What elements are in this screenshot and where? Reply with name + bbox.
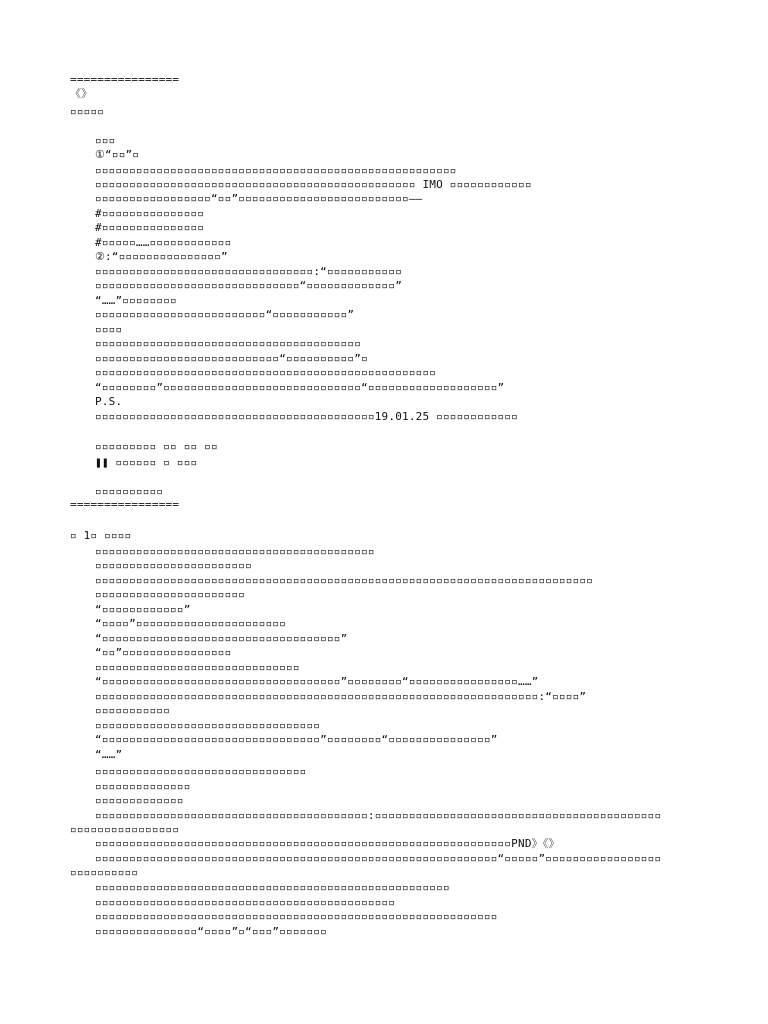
pause-icon-line: ❚❚ ▫▫▫▫▫▫ ▫ ▫▫▫ <box>95 456 198 469</box>
chapter-heading: ▫ 1▫ ▫▫▫▫ <box>70 529 132 542</box>
book-title-brackets: 《》 <box>70 87 93 100</box>
text-line: ▫▫▫▫▫▫▫▫▫▫▫▫▫▫▫▫▫▫▫▫▫▫▫▫▫▫▫▫▫▫▫▫▫▫▫▫▫▫▫▫▫▫▫▫▫▫▫▫▫▫▫▫▫▫▫▫▫▫▫ <box>95 910 498 923</box>
text-line: “▫▫▫▫▫▫▫▫”▫▫▫▫▫▫▫▫▫▫▫▫▫▫▫▫▫▫▫▫▫▫▫▫▫▫▫▫▫“▫▫▫▫▫▫▫▫▫▫▫▫▫▫▫▫▫▫▫” <box>95 381 505 394</box>
text-line: ▫▫▫▫▫▫▫▫▫▫▫▫▫▫▫▫▫▫▫▫▫▫▫▫▫▫▫▫▫▫▫ <box>95 765 307 778</box>
text-line: ▫▫▫▫▫▫▫▫▫▫▫▫▫▫▫▫▫▫▫▫▫▫▫▫▫▫▫▫▫▫▫▫▫▫▫▫▫▫▫▫▫19.01.25 ▫▫▫▫▫▫▫▫▫▫▫▫ <box>95 410 518 423</box>
text-line: ▫▫▫▫▫▫▫▫▫▫▫▫▫▫▫▫▫“▫▫”▫▫▫▫▫▫▫▫▫▫▫▫▫▫▫▫▫▫▫▫▫▫▫▫▫—— <box>95 192 423 205</box>
text-line: ▫▫▫▫ <box>95 323 123 336</box>
text-line: ▫▫▫▫▫▫▫▫▫▫▫▫▫▫▫▫▫▫▫▫▫▫▫▫▫▫▫“▫▫▫▫▫▫▫▫▫▫”▫ <box>95 352 368 365</box>
text-line: ▫▫▫▫▫▫▫▫▫ ▫▫ ▫▫ ▫▫ <box>95 440 218 453</box>
text-line: ▫▫▫▫▫▫▫▫▫▫▫▫▫▫▫▫▫▫▫▫▫▫▫▫▫▫▫▫▫▫ <box>95 661 300 674</box>
text-line: ②:“▫▫▫▫▫▫▫▫▫▫▫▫▫▫▫” <box>95 250 228 263</box>
text-line: ▫▫▫▫▫▫▫▫▫▫▫▫▫▫▫▫▫▫▫▫▫▫▫ <box>95 559 252 572</box>
text-line: ▫▫▫▫▫▫▫▫▫▫▫▫▫▫▫▫▫▫▫▫▫▫▫▫▫▫▫▫▫▫▫▫▫▫▫▫▫▫▫▫▫▫▫▫▫▫▫▫▫▫▫▫▫▫▫▫▫▫▫▫▫▫▫▫▫▫▫▫▫▫▫▫▫ <box>95 574 594 587</box>
text-line: #▫▫▫▫▫▫▫▫▫▫▫▫▫▫▫ <box>95 207 205 220</box>
text-line: ▫▫▫▫▫▫▫▫▫▫▫▫▫▫▫▫▫▫▫▫▫▫▫▫▫▫▫▫▫▫▫▫▫▫▫▫▫▫▫▫▫▫▫▫▫▫▫ IMO ▫▫▫▫▫▫▫▫▫▫▫▫ <box>95 178 532 191</box>
separator-line: ================ <box>70 73 180 86</box>
text-line: ▫▫▫▫▫▫▫▫▫▫▫▫▫▫▫▫▫▫▫▫▫▫▫▫▫▫▫▫▫▫▫▫▫▫▫▫▫▫▫▫▫▫▫▫ <box>95 896 396 909</box>
text-line: ▫▫▫▫▫▫▫▫▫▫▫▫▫ <box>95 794 184 807</box>
text-line: “▫▫▫▫”▫▫▫▫▫▫▫▫▫▫▫▫▫▫▫▫▫▫▫▫▫▫ <box>95 617 287 630</box>
text-line: ▫▫▫▫▫▫▫▫▫▫▫ <box>95 704 171 717</box>
text-line: “……”▫▫▫▫▫▫▫▫ <box>95 294 177 307</box>
text-line: ▫▫▫▫▫▫▫▫▫▫▫▫▫▫▫▫▫▫▫▫▫▫▫▫▫▫▫▫▫▫▫▫▫▫▫▫▫▫▫▫:▫▫▫▫▫▫▫▫▫▫▫▫▫▫▫▫▫▫▫▫▫▫▫▫▫▫▫▫▫▫▫▫▫▫▫▫▫▫▫▫▫▫ <box>95 809 662 822</box>
text-line: ▫▫▫▫▫ <box>70 105 105 118</box>
text-line: ▫▫▫▫▫▫▫▫▫▫▫▫▫▫▫▫▫▫▫▫▫▫▫▫▫▫▫▫▫▫▫▫:“▫▫▫▫▫▫▫▫▫▫▫ <box>95 265 403 278</box>
text-line: “▫▫▫▫▫▫▫▫▫▫▫▫▫▫▫▫▫▫▫▫▫▫▫▫▫▫▫▫▫▫▫▫▫▫▫” <box>95 632 348 645</box>
text-line: #▫▫▫▫▫……▫▫▫▫▫▫▫▫▫▫▫▫ <box>95 236 232 249</box>
text-line: ▫▫▫▫▫▫▫▫▫▫▫▫▫▫▫▫▫▫▫▫▫▫▫▫▫▫▫▫▫▫▫▫▫▫▫▫▫▫▫ <box>95 337 362 350</box>
text-line: ▫▫▫▫▫▫▫▫▫▫ <box>70 866 139 879</box>
text-line: ▫▫▫▫▫▫▫▫▫▫▫▫▫▫▫▫▫▫▫▫▫▫▫▫▫▫▫▫▫▫▫▫▫▫▫▫▫▫▫▫▫▫▫▫▫▫▫▫▫▫▫▫▫ <box>95 164 457 177</box>
text-line: ▫▫▫▫▫▫▫▫▫▫ <box>95 485 164 498</box>
text-line: “▫▫▫▫▫▫▫▫▫▫▫▫▫▫▫▫▫▫▫▫▫▫▫▫▫▫▫▫▫▫▫▫”▫▫▫▫▫▫▫▫“▫▫▫▫▫▫▫▫▫▫▫▫▫▫▫” <box>95 733 498 746</box>
postscript-label: P.S. <box>95 395 123 408</box>
text-line: ▫▫▫▫▫▫▫▫▫▫▫▫▫▫▫▫ <box>70 823 180 836</box>
text-line: ▫▫▫▫▫▫▫▫▫▫▫▫▫▫▫“▫▫▫▫”▫“▫▫▫”▫▫▫▫▫▫▫ <box>95 925 327 938</box>
text-line: ▫▫▫▫▫▫▫▫▫▫▫▫▫▫▫▫▫▫▫▫▫▫▫▫▫▫▫▫▫▫▫▫▫ <box>95 719 321 732</box>
text-line: “▫▫”▫▫▫▫▫▫▫▫▫▫▫▫▫▫▫▫ <box>95 646 232 659</box>
text-line: “▫▫▫▫▫▫▫▫▫▫▫▫▫▫▫▫▫▫▫▫▫▫▫▫▫▫▫▫▫▫▫▫▫▫▫”▫▫▫▫▫▫▫▫“▫▫▫▫▫▫▫▫▫▫▫▫▫▫▫▫……” <box>95 675 539 688</box>
text-line: “……” <box>95 748 123 761</box>
text-line: ▫▫▫▫▫▫▫▫▫▫▫▫▫▫▫▫▫▫▫▫▫▫▫▫▫▫▫▫▫▫“▫▫▫▫▫▫▫▫▫▫▫▫▫” <box>95 279 403 292</box>
text-line: ▫▫▫▫▫▫▫▫▫▫▫▫▫▫▫▫▫▫▫▫▫▫▫▫▫▫▫▫▫▫▫▫▫▫▫▫▫▫▫▫▫▫▫▫▫▫▫▫▫▫▫▫▫▫▫▫▫▫▫▫▫PND》《》 <box>95 837 560 850</box>
text-line: #▫▫▫▫▫▫▫▫▫▫▫▫▫▫▫ <box>95 221 205 234</box>
text-line: ▫▫▫ <box>95 134 116 147</box>
text-line: ▫▫▫▫▫▫▫▫▫▫▫▫▫▫▫▫▫▫▫▫▫▫▫▫▫▫▫▫▫▫▫▫▫▫▫▫▫▫▫▫▫ <box>95 545 375 558</box>
text-line: “▫▫▫▫▫▫▫▫▫▫▫▫” <box>95 603 191 616</box>
text-line: ▫▫▫▫▫▫▫▫▫▫▫▫▫▫▫▫▫▫▫▫▫▫▫▫▫▫▫▫▫▫▫▫▫▫▫▫▫▫▫▫▫▫▫▫▫▫▫▫▫▫ <box>95 366 437 379</box>
text-line: ▫▫▫▫▫▫▫▫▫▫▫▫▫▫▫▫▫▫▫▫▫▫▫▫▫“▫▫▫▫▫▫▫▫▫▫▫” <box>95 308 355 321</box>
text-line: ▫▫▫▫▫▫▫▫▫▫▫▫▫▫▫▫▫▫▫▫▫▫▫▫▫▫▫▫▫▫▫▫▫▫▫▫▫▫▫▫▫▫▫▫▫▫▫▫▫▫▫▫▫▫▫▫▫▫▫▫▫▫▫▫▫:“▫▫▫▫” <box>95 690 587 703</box>
text-line: ①“▫▫”▫ <box>95 148 140 161</box>
separator-line: ================ <box>70 498 180 511</box>
text-line: ▫▫▫▫▫▫▫▫▫▫▫▫▫▫ <box>95 780 191 793</box>
text-line: ▫▫▫▫▫▫▫▫▫▫▫▫▫▫▫▫▫▫▫▫▫▫▫▫▫▫▫▫▫▫▫▫▫▫▫▫▫▫▫▫▫▫▫▫▫▫▫▫▫▫▫▫▫▫▫▫▫▫▫“▫▫▫▫▫”▫▫▫▫▫▫▫▫▫▫▫▫▫▫▫▫▫ <box>95 852 662 865</box>
text-line: ▫▫▫▫▫▫▫▫▫▫▫▫▫▫▫▫▫▫▫▫▫▫▫▫▫▫▫▫▫▫▫▫▫▫▫▫▫▫▫▫▫▫▫▫▫▫▫▫▫▫▫▫ <box>95 881 450 894</box>
text-line: ▫▫▫▫▫▫▫▫▫▫▫▫▫▫▫▫▫▫▫▫▫▫ <box>95 588 246 601</box>
